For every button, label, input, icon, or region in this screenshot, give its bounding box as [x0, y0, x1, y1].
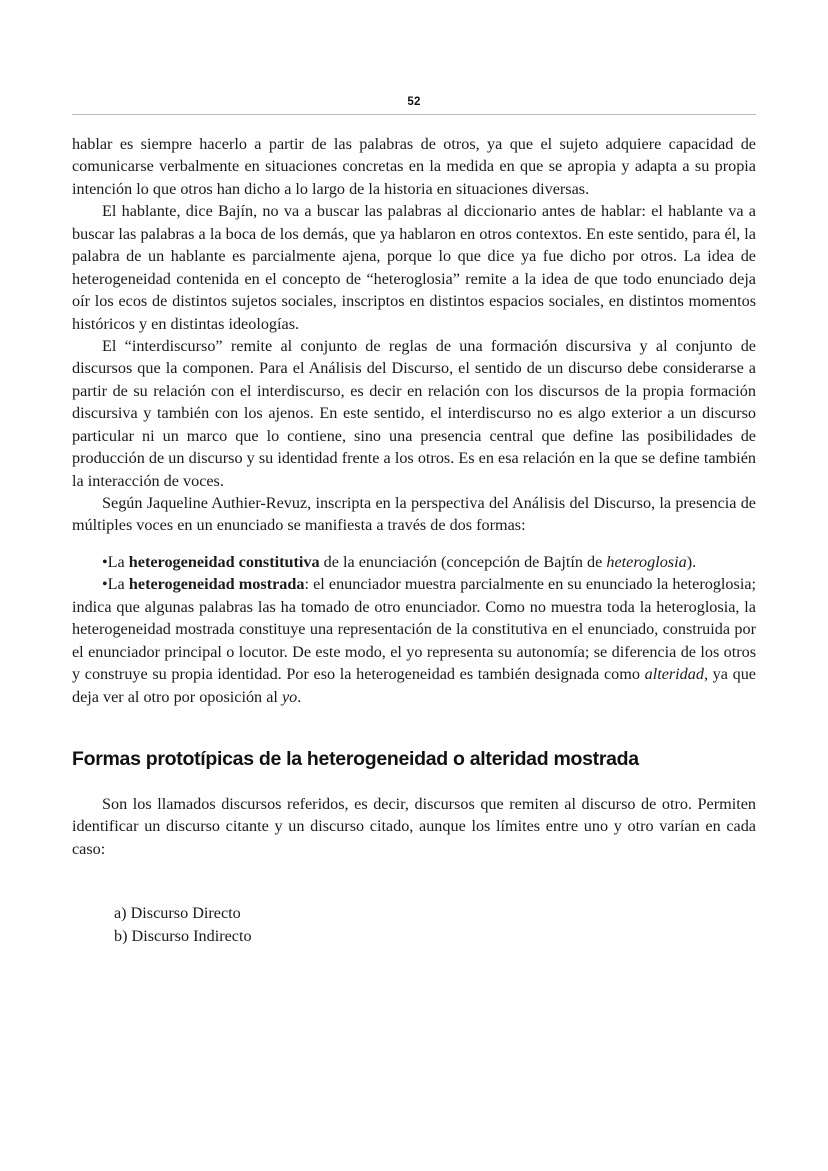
bullet-2-italic: alteridad — [644, 665, 704, 684]
list-item: b) Discurso Indirecto — [114, 927, 252, 946]
page-content — [72, 133, 756, 948]
list-item: a) Discurso Directo — [114, 904, 241, 923]
paragraph-2: El hablante, dice Bajín, no va a buscar las palabras al diccionario antes de hablar: el hablante va a buscar las palabras a la boca de los demás, que ya hablaron en otros contextos. En este sentido, para él, la palabra de un hablante es parcialmente ajena, porque lo que dice ya fue dicho por otros. La idea de heterogeneidad contenida en el concepto de “heteroglosia” remite a la idea de que todo enunciado deja oír los ecos de distintos sujetos sociales, inscriptos en distintos espacios sociales, en distintos momentos históricos y en distintas ideologías. — [72, 202, 756, 333]
paragraph-3: El “interdiscurso” remite al conjunto de reglas de una formación discursiva y al conjunto de discursos que la componen. Para el Análisis del Discurso, el sentido de un discurso debe considerarse a partir de su relación con el interdiscurso, es decir en relación con los discursos de la propia formación discursiva y también con los ajenos. En este sentido, el interdiscurso no es algo exterior a un discurso particular ni un marco que lo contiene, sino una presencia central que define las posibilidades de producción de un discurso y su identidad frente a los otros. Es en esa relación en la que se define también la interacción de voces. — [72, 336, 756, 490]
bullet-1-mid: de la enunciación (concepción de Bajtín de — [319, 552, 607, 571]
enumerated-list — [72, 902, 756, 948]
bullet-item-1 — [72, 551, 756, 573]
bullet-1-bold: heterogeneidad constitutiva — [128, 552, 320, 571]
paragraph-4: Según Jaqueline Authier-Revuz, inscripta en la perspectiva del Análisis del Discurso, la presencia de múltiples voces en un enunciado se manifiesta a través de dos formas: — [72, 494, 756, 535]
bullet-item-2 — [72, 573, 756, 708]
bullet-1-italic: heteroglosia — [606, 552, 687, 571]
bullet-2-tail: , ya que deja ver al otro por oposición al — [72, 665, 756, 706]
bullet-2-end: . — [297, 687, 302, 706]
paragraph-1: hablar es siempre hacerlo a partir de las palabras de otros, ya que el sujeto adquiere capacidad de comunicarse verbalmente en situaciones concretas en la medida en que se apropia y adapta a su propia intención lo que otros han dicho a lo largo de la historia en situaciones diversas. — [72, 135, 756, 198]
section-paragraph: Son los llamados discursos referidos, es decir, discursos que remiten al discurso de otro. Permiten identificar un discurso citante y un discurso citado, aunque los límites entre uno y otro varían en cada caso: — [72, 794, 756, 858]
bullet-list — [72, 551, 756, 708]
section-heading: Formas prototípicas de la heterogeneidad o alteridad mostrada — [72, 747, 639, 770]
bullet-1-end: ). — [686, 552, 697, 571]
page-number: 52 — [407, 96, 421, 108]
header-rule — [72, 114, 756, 115]
bullet-2-italic-2: yo — [281, 687, 298, 706]
bullet-2-lead: •La — [102, 575, 129, 594]
page-header — [72, 96, 756, 115]
bullet-2-rest: : el enunciador muestra parcialmente en su enunciado la heteroglosia; indica que algunas palabras las ha tomado de otro enunciador. Como no muestra toda la heteroglosia, la heterogeneidad mostrada constituye una representación de la constitutiva en el enunciado, construida por el enunciador principal o locutor. De este modo, el yo representa su autonomía; se diferencia de los otros y construye su propia identidad. Por eso la heterogeneidad es también designada como — [72, 575, 756, 684]
bullet-1-lead: •La — [102, 552, 129, 571]
bullet-2-bold: heterogeneidad mostrada — [128, 575, 305, 594]
